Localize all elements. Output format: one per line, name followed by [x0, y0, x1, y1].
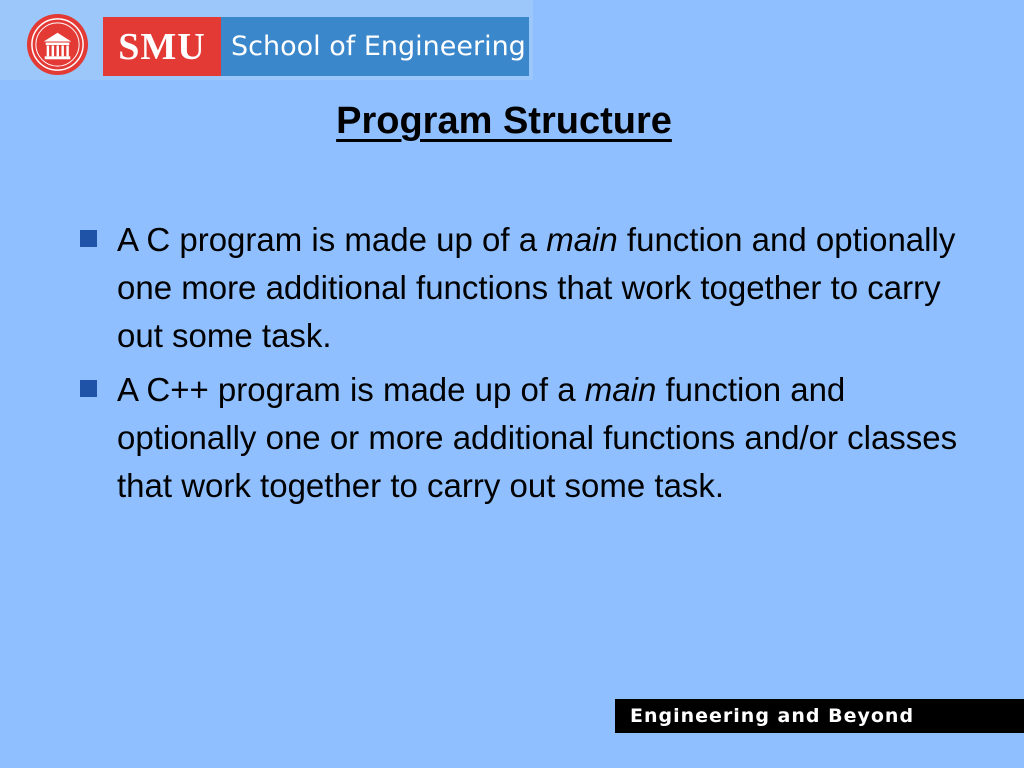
square-bullet-icon	[80, 230, 97, 247]
bullet-text-start: A C++ program is made up of a	[117, 371, 585, 408]
school-label: School of Engineering	[231, 31, 526, 62]
bullet-list	[78, 216, 958, 516]
bullet-text	[117, 371, 957, 504]
bullet-text	[117, 221, 955, 354]
smu-label: SMU	[118, 25, 206, 68]
bullet-item-c	[78, 216, 958, 360]
slide-title: Program Structure	[336, 100, 672, 142]
footer-tagline: Engineering and Beyond	[630, 705, 915, 727]
bullet-text-end: function and optionally one more additional functions that work together to carry out some task.	[117, 221, 956, 354]
logo-banner	[0, 0, 533, 80]
bullet-text-end: function and optionally one or more additional functions and/or classes that work together to carry out some task.	[117, 371, 958, 504]
smu-wordmark	[103, 17, 221, 76]
footer-tagline-bar	[615, 699, 1024, 733]
school-wordmark	[221, 17, 529, 76]
bullet-emphasis: main	[546, 221, 618, 258]
smu-seal-icon	[26, 13, 89, 76]
square-bullet-icon	[80, 380, 97, 397]
bullet-emphasis: main	[584, 371, 657, 408]
bullet-item-cpp	[78, 366, 958, 510]
bullet-text-start: A C program is made up of a	[117, 221, 547, 258]
